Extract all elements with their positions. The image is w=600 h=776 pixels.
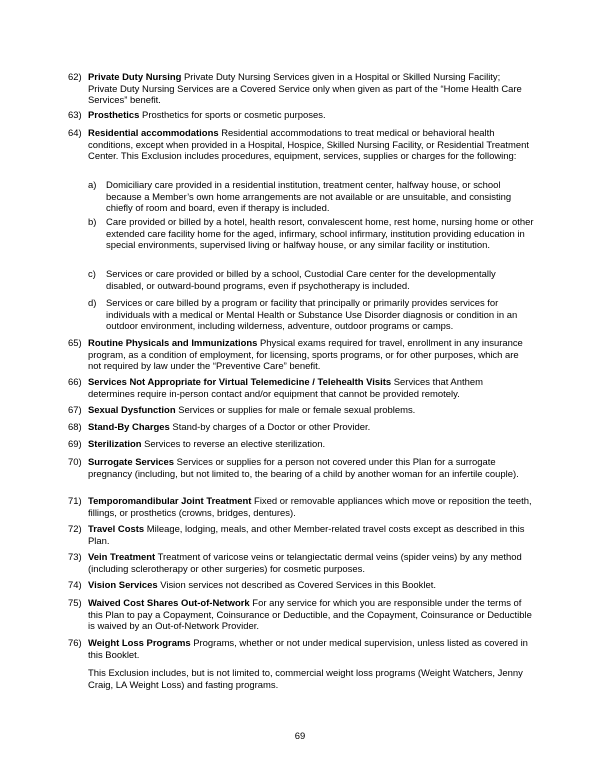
item-text: Services or supplies for a person not covered under this Plan for a surrogate pregnancy (including, but not limited to, the bearing of a child by another woman for an infertile couple). <box>88 457 519 480</box>
item-title: Services Not Appropriate for Virtual Telemedicine / Telehealth Visits <box>88 377 392 388</box>
item-text: For any service for which you are responsible under the terms of this Plan to pay a Copayment, Coinsurance or Deductible, and the Copayment, Coinsurance or Deductible is waived by an Out-of-Network Provider. <box>88 598 532 633</box>
item-text: Services to reverse an elective sterilization. <box>141 439 326 450</box>
item-text: Mileage, lodging, meals, and other Member-related travel costs except as described in this Plan. <box>88 524 525 547</box>
item-number: 64) <box>68 128 82 139</box>
exclusion-item-72 <box>68 524 532 547</box>
item-text: Services or supplies for male or female sexual problems. <box>175 405 416 416</box>
item-number: 66) <box>68 377 82 388</box>
item-title: Temporomandibular Joint Treatment <box>88 496 252 507</box>
item-number: 75) <box>68 598 82 609</box>
exclusion-item-63 <box>68 110 532 122</box>
sub-item-b <box>88 217 534 252</box>
item-text: Treatment of varicose veins or telangiectatic dermal veins (spider veins) by any method (including sclerotherapy or other surgeries) for cosmetic purposes. <box>88 552 522 575</box>
item-number: 68) <box>68 422 82 433</box>
exclusion-item-70 <box>68 457 532 480</box>
item-number: 70) <box>68 457 82 468</box>
exclusion-item-74 <box>68 580 532 592</box>
item-number: 71) <box>68 496 82 507</box>
sub-item-d <box>88 298 534 333</box>
item-title: Surrogate Services <box>88 457 175 468</box>
exclusion-item-65 <box>68 338 532 373</box>
item-text: Services that Anthem determines require in-person contact and/or equipment that cannot be provided remotely. <box>88 377 483 400</box>
item-number: 73) <box>68 552 82 563</box>
sub-item-letter: c) <box>88 269 96 280</box>
item-title: Private Duty Nursing <box>88 72 182 83</box>
exclusion-item-76 <box>68 638 532 661</box>
item-number: 63) <box>68 110 82 121</box>
item-number: 76) <box>68 638 82 649</box>
sub-item-text: Care provided or billed by a hotel, health resort, convalescent home, rest home, nursing home or other extended care facility home for the aged, infirmary, school infirmary, institution providing education in special environments, supervised living or halfway house, or any similar facility or institution. <box>106 217 534 252</box>
page-number: 69 <box>294 731 306 742</box>
item-number: 69) <box>68 439 82 450</box>
item-title: Stand-By Charges <box>88 422 170 433</box>
exclusion-item-69 <box>68 439 532 451</box>
exclusion-item-64 <box>68 128 532 163</box>
item-title: Residential accommodations <box>88 128 219 139</box>
item-text: Residential accommodations to treat medical or behavioral health conditions, except when provided in a Hospital, Hospice, Skilled Nursing Facility, or Residential Treatment Center. This Exclusion includes procedures, equipment, services, supplies or charges for the following: <box>88 128 529 163</box>
item-number: 67) <box>68 405 82 416</box>
exclusion-item-62 <box>68 72 532 107</box>
exclusion-item-68 <box>68 422 532 434</box>
item-text: Private Duty Nursing Services given in a Hospital or Skilled Nursing Facility; Private Duty Nursing Services are a Covered Service only when given as part of the “Home Health Care Services” benefit. <box>88 72 522 107</box>
item-text: Fixed or removable appliances which move or reposition the teeth, fillings, or prosthetics (crowns, bridges, dentures). <box>88 496 532 519</box>
sub-item-c <box>88 269 534 292</box>
sub-item-text: Services or care provided or billed by a school, Custodial Care center for the developmentally disabled, or outward-bound programs, even if psychotherapy is included. <box>106 269 496 292</box>
sub-item-letter: b) <box>88 217 97 228</box>
item-title: Waived Cost Shares Out-of-Network <box>88 598 250 609</box>
item-text: Vision services not described as Covered Services in this Booklet. <box>157 580 436 591</box>
sub-item-a <box>88 180 534 215</box>
sub-item-text: Services or care billed by a program or facility that principally or primarily provides services for individuals with a medical or Mental Health or Substance Use Disorder diagnosis or condition in an outdoor environment, including wilderness, adventure, outdoor programs or camps. <box>106 298 518 333</box>
item-number: 62) <box>68 72 82 83</box>
sub-item-letter: a) <box>88 180 97 191</box>
sub-item-text: Domiciliary care provided in a residential institution, treatment center, halfway house, or school because a Member’s own home arrangements are not available or are unsuitable, and consisting chiefly of room and board, even if therapy is included. <box>106 180 512 215</box>
item-title: Travel Costs <box>88 524 145 535</box>
item-title: Sterilization <box>88 439 142 450</box>
item-title: Sexual Dysfunction <box>88 405 176 416</box>
exclusion-item-67 <box>68 405 532 417</box>
exclusion-item-71 <box>68 496 532 519</box>
item-text: Prosthetics for sports or cosmetic purposes. <box>139 110 326 121</box>
item-title: Vein Treatment <box>88 552 156 563</box>
item-text: Stand-by charges of a Doctor or other Provider. <box>169 422 371 433</box>
item-number: 74) <box>68 580 82 591</box>
item-text: Physical exams required for travel, enrollment in any insurance program, as a condition of employment, for licensing, sports programs, or for other purposes, which are not required by law under the “Preventive Care” benefit. <box>88 338 523 373</box>
item-text: Programs, whether or not under medical supervision, unless listed as covered in this Booklet. <box>88 638 528 661</box>
item-title: Weight Loss Programs <box>88 638 191 649</box>
item-title: Vision Services <box>88 580 158 591</box>
item-number: 72) <box>68 524 82 535</box>
sub-item-letter: d) <box>88 298 97 309</box>
exclusion-item-66 <box>68 377 532 400</box>
exclusion-item-73 <box>68 552 532 575</box>
item-number: 65) <box>68 338 82 349</box>
item-title: Routine Physicals and Immunizations <box>88 338 258 349</box>
exclusion-item-75 <box>68 598 532 633</box>
weight-loss-exclusion-note: This Exclusion includes, but is not limited to, commercial weight loss programs (Weight Watchers, Jenny Craig, LA Weight Loss) and fasting programs. <box>88 668 523 691</box>
item-title: Prosthetics <box>88 110 140 121</box>
